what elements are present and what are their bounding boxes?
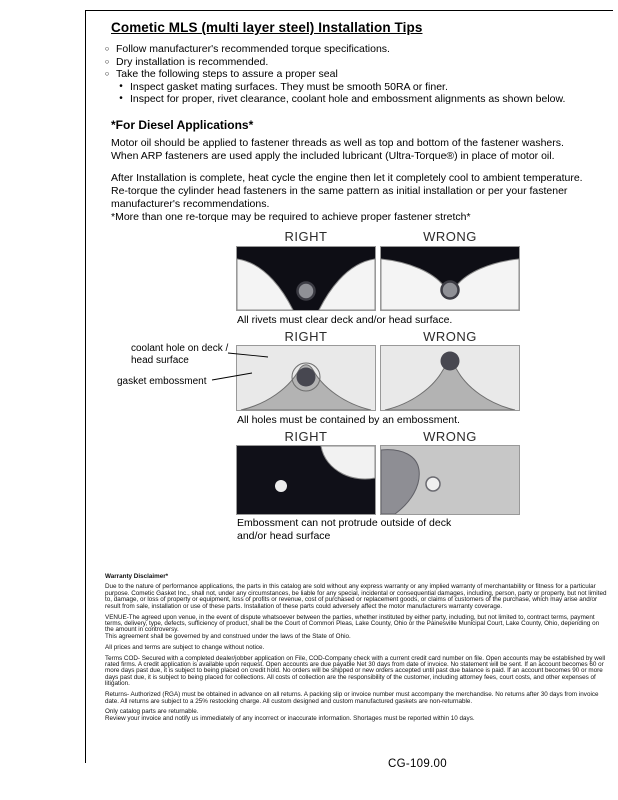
diesel-paragraph: After Installation is complete, heat cycle the engine then let it completely cool to ambient temperature. Re-torque the cylinder head fasteners in the same pattern as initial installation or per your fastener manufacturer's recommendations. bbox=[111, 172, 583, 210]
protrusion-right-illustration bbox=[237, 446, 375, 514]
tip-text: Inspect for proper, rivet clearance, coolant hole and embossment alignments as shown below. bbox=[130, 93, 566, 106]
rivet-wrong-illustration bbox=[381, 247, 519, 310]
tip-text: Dry installation is recommended. bbox=[116, 55, 269, 68]
rivet-icon bbox=[298, 283, 315, 300]
legal-paragraph: Only catalog parts are returnable. bbox=[105, 708, 199, 716]
open-bullet-icon: ○ bbox=[104, 44, 110, 53]
rivet-right-illustration bbox=[237, 247, 375, 310]
legal-paragraph: Terms COD- Secured with a completed dealer/jobber application on File, COD-Company check with a current credit card number on file. Open accounts may be established by well rated firms. A credit application is available upon request. Open accounts are due payable Net 30 days from date of invoice. No statement will be sent. If an account becomes 60 or more days past due, it is subject to being placed on credit hold. No orders will be shipped or new orders accepted until past due balance is paid. If an account becomes 90 or more days past due, it is subject to being placed for collections. All costs of collection are the responsibility of the customer, including attorney fees, court costs, and other expenses of litigation. bbox=[105, 654, 606, 688]
wrong-label: WRONG bbox=[423, 229, 477, 244]
legal-section bbox=[105, 574, 609, 727]
filled-bullet-icon: • bbox=[119, 93, 123, 105]
filled-bullet-icon: • bbox=[119, 80, 123, 92]
legal-paragraph: VENUE-The agreed upon venue, in the event of dispute whatsoever between the parties, whether instituted by either party, including, but not limited to, contract terms, payment terms, delivery, type, defects, sufficiency of product, shall be the Court of Common Pleas, Lake County, Ohio or the Painesville Municipal Court, Lake County, Ohio, depending on the amount in controversy. bbox=[105, 613, 600, 634]
legal-paragraph: All prices and terms are subject to change without notice. bbox=[105, 643, 265, 651]
diagram-caption: All holes must be contained by an embossment. bbox=[237, 414, 460, 426]
protrusion-right-diagram bbox=[236, 445, 376, 515]
tips-list bbox=[103, 43, 565, 106]
wrong-label: WRONG bbox=[423, 429, 477, 444]
wrong-label: WRONG bbox=[423, 329, 477, 344]
annotation-pointer-lines bbox=[200, 345, 310, 390]
page-border-left bbox=[85, 10, 86, 763]
open-bullet-icon: ○ bbox=[104, 56, 110, 66]
right-label: RIGHT bbox=[284, 329, 328, 344]
protrusion-wrong-diagram bbox=[380, 445, 520, 515]
warranty-disclaimer-heading: Warranty Disclaimer* bbox=[105, 573, 169, 580]
coolant-hole-icon bbox=[441, 352, 460, 371]
legal-paragraph: This agreement shall be governed by and construed under the laws of the State of Ohio. bbox=[105, 632, 351, 640]
embossment-wrong-diagram bbox=[380, 345, 520, 411]
diagram-caption: All rivets must clear deck and/or head surface. bbox=[237, 314, 453, 326]
list-item bbox=[103, 93, 565, 106]
page-border-top bbox=[85, 10, 613, 11]
tip-text: Take the following steps to assure a proper seal bbox=[116, 68, 338, 81]
diesel-heading: *For Diesel Applications* bbox=[111, 118, 254, 132]
tip-text: Follow manufacturer's recommended torque specifications. bbox=[116, 43, 390, 55]
open-bullet-icon: ○ bbox=[104, 69, 110, 79]
legal-paragraph: Returns- Authorized (RGA) must be obtained in advance on all returns. A packing slip or invoice number must accompany the merchandise. No returns after 30 days from invoice date. All returns are subject to a 25% restocking charge. All custom designed and custom manufactured gaskets are non-returnable. bbox=[105, 691, 599, 705]
list-item bbox=[103, 43, 565, 56]
list-item bbox=[103, 68, 565, 81]
gasket-embossment-annotation: gasket embossment bbox=[117, 376, 207, 387]
diesel-paragraph: Motor oil should be applied to fastener threads as well as top and bottom of the fastener washers. When ARP fasteners are used apply the included lubricant (Ultra-Torque®) in place of motor oil. bbox=[111, 137, 564, 162]
retorque-note: *More than one re-torque may be required to achieve proper fastener stretch* bbox=[111, 211, 471, 223]
protrusion-wrong-illustration bbox=[381, 446, 519, 514]
page-code: CG-109.00 bbox=[388, 758, 447, 770]
page-title: Cometic MLS (multi layer steel) Installation Tips bbox=[111, 20, 423, 35]
diagram-caption: Embossment can not protrude outside of deck and/or head surface bbox=[237, 517, 452, 542]
rivet-right-diagram bbox=[236, 246, 376, 311]
tip-text: Inspect gasket mating surfaces. They must be smooth 50RA or finer. bbox=[130, 80, 448, 93]
list-item bbox=[103, 81, 565, 94]
rivet-wrong-diagram bbox=[380, 246, 520, 311]
legal-paragraph: Due to the nature of performance applications, the parts in this catalog are sold without any express warranty or any implied warranty of merchantability or fitness for a particular purpose. Cometic Gasket Inc., shall not, under any circumstances, be liable for any special, incidental or consequential damages, including, person, party or property, but not limited to, damage, or loss of property or equipment, loss of profits or revenue, cost of purchased or replacement goods, or claims of customers of the purchase, which may arise and/or result from sale, installation or use of these parts. Installation of these parts could adversely affect the motor manufacturers warranty coverage. bbox=[105, 583, 607, 610]
legal-paragraph: Review your invoice and notify us immediately of any incorrect or inaccurate information. Shortages must be reported within 10 days. bbox=[105, 714, 475, 722]
right-label: RIGHT bbox=[284, 229, 328, 244]
bolt-hole-icon bbox=[275, 480, 287, 492]
embossment-wrong-illustration bbox=[381, 346, 519, 410]
bolt-hole-icon bbox=[426, 477, 440, 491]
right-label: RIGHT bbox=[284, 429, 328, 444]
coolant-hole-annotation: coolant hole on deck / head surface bbox=[131, 343, 229, 366]
list-item bbox=[103, 56, 565, 69]
rivet-icon bbox=[442, 282, 459, 299]
